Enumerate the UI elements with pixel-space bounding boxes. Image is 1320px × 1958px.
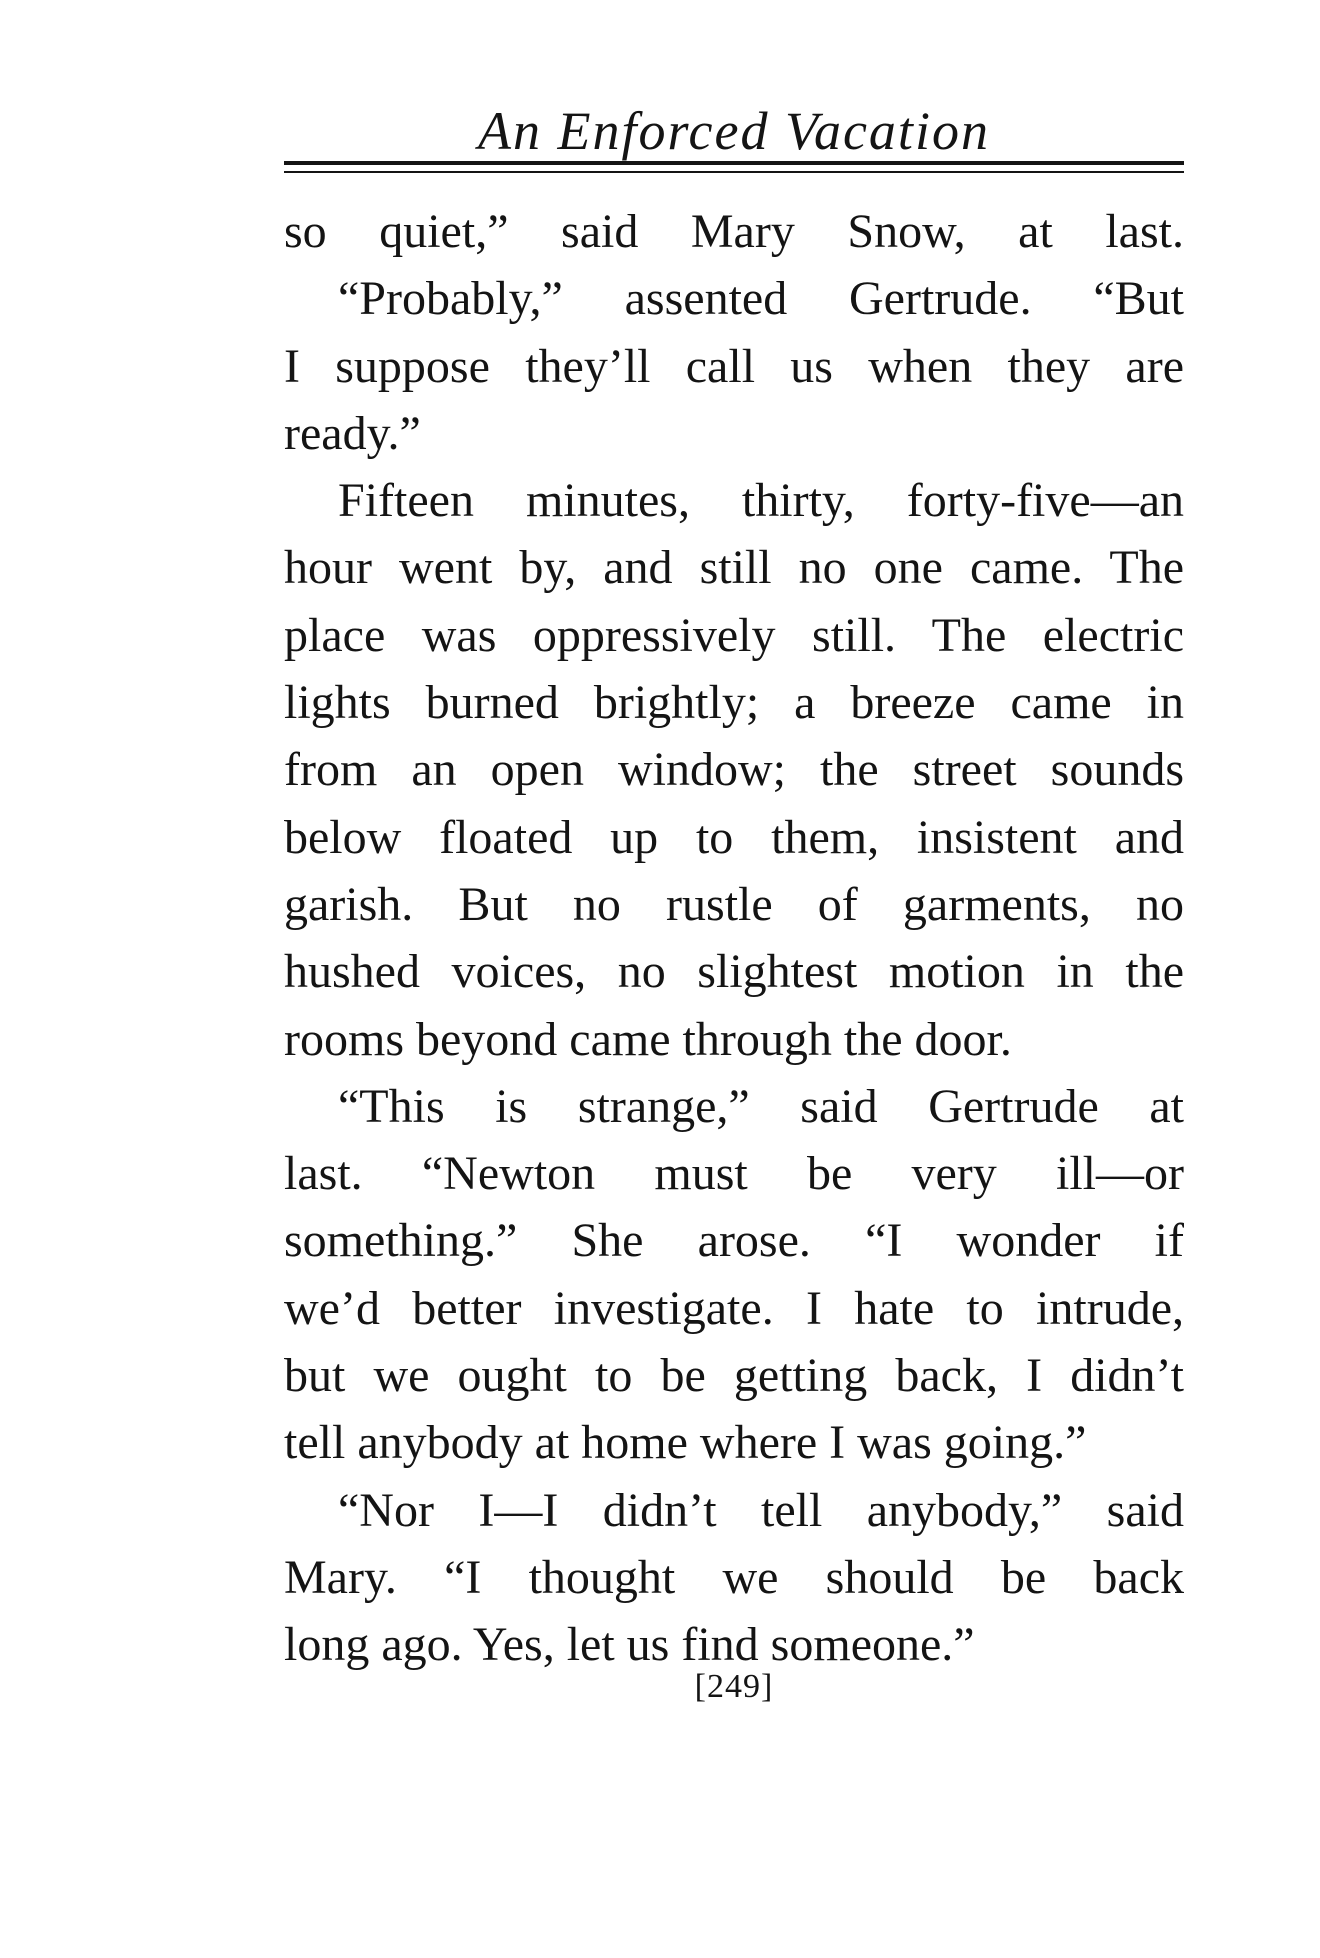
text-line: hour went by, and still no one came. The (284, 541, 1184, 595)
text-line: below floated up to them, insistent and (284, 810, 1184, 864)
text-line: hushed voices, no slightest motion in the (284, 945, 1184, 999)
text-line: place was oppressively still. The electric (284, 608, 1184, 662)
page-number: [249] (694, 1668, 774, 1705)
text-line: garish. But no rustle of garments, no (284, 877, 1184, 931)
text-line: ready.” (284, 406, 421, 460)
text-line: “Nor I—I didn’t tell anybody,” said (338, 1483, 1184, 1537)
text-line: rooms beyond came through the door. (284, 1012, 1012, 1066)
header-rule-thick (284, 161, 1184, 165)
text-line: “Probably,” assented Gertrude. “But (338, 272, 1184, 326)
text-line: so quiet,” said Mary Snow, at last. (284, 205, 1184, 258)
text-line: but we ought to be getting back, I didn’t (284, 1349, 1184, 1403)
header-rule-thin (284, 171, 1184, 173)
text-line: Mary. “I thought we should be back (284, 1550, 1184, 1604)
text-line: from an open window; the street sounds (284, 743, 1184, 797)
text-line: long ago. Yes, let us find someone.” (284, 1618, 975, 1672)
text-line: we’d better investigate. I hate to intrude, (284, 1281, 1184, 1335)
text-line: “This is strange,” said Gertrude at (338, 1079, 1184, 1133)
running-title: An Enforced Vacation (478, 101, 990, 161)
text-line: lights burned brightly; a breeze came in (284, 676, 1184, 730)
text-line: something.” She arose. “I wonder if (284, 1214, 1184, 1268)
text-line: I suppose they’ll call us when they are (284, 339, 1184, 393)
text-line: tell anybody at home where I was going.” (284, 1416, 1087, 1470)
body-text (284, 198, 1184, 1679)
text-line: Fifteen minutes, thirty, forty-five—an (338, 474, 1184, 528)
text-line: last. “Newton must be very ill—or (284, 1147, 1184, 1201)
